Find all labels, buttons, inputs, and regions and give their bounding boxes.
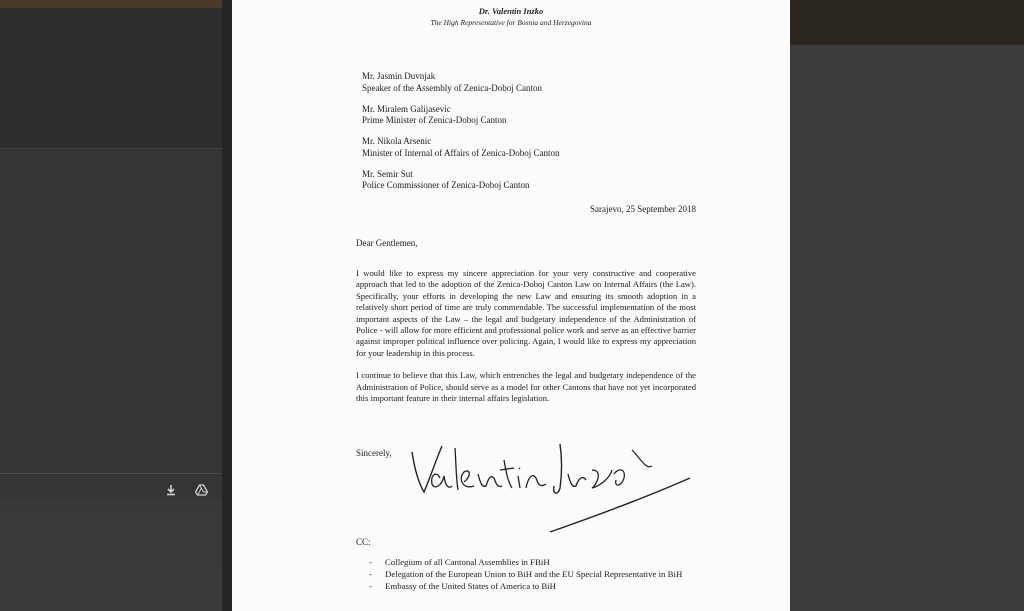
- letter-page: [232, 0, 790, 611]
- letter-date: Sarajevo, 25 September 2018: [590, 204, 696, 214]
- right-top-band: [790, 0, 1024, 45]
- recipient: [362, 136, 560, 159]
- recipient-role: Minister of Internal of Affairs of Zenica-Doboj Canton: [362, 147, 560, 158]
- letter-body: [356, 268, 696, 415]
- recipient-role: Police Commissioner of Zenica-Doboj Canton: [362, 180, 530, 190]
- recipient-name: Mr. Nikola Arsenic: [362, 136, 432, 146]
- letterhead: [232, 6, 790, 28]
- left-header-shade: [0, 8, 232, 148]
- cc-item: - Embassy of the United States of America to BiH: [369, 581, 729, 592]
- salutation: Dear Gentlemen,: [356, 238, 418, 248]
- body-paragraph: I continue to believe that this Law, which entrenches the legal and budgetary independence of the Administration of Police, should serve as a model for other Cantons that have not yet incorporated this important feature in their internal affairs legislation.: [356, 370, 696, 404]
- cc-item: - Collegium of all Cantonal Assemblies in FBiH: [369, 557, 729, 568]
- cc-item: - Delegation of the European Union to BiH and the EU Special Representative in BiH: [369, 569, 729, 580]
- left-panel: [0, 148, 232, 499]
- recipient-name: Mr. Miralem Galijasevic: [362, 103, 451, 114]
- closing: Sincerely,: [356, 448, 392, 458]
- recipient-name: Mr. Semir Sut: [362, 168, 413, 179]
- letterhead-name: Dr. Valentin Inzko: [478, 6, 544, 16]
- recipient-list: [362, 71, 560, 201]
- left-edge-shade: [222, 0, 232, 611]
- recipient-role: Prime Minister of Zenica-Doboj Canton: [362, 115, 507, 125]
- download-icon[interactable]: [164, 484, 178, 498]
- recipient-role: Speaker of the Assembly of Zenica-Doboj Canton: [362, 82, 542, 93]
- recipient: [362, 104, 560, 127]
- recipient-name: Mr. Jasmin Duvnjak: [362, 71, 436, 81]
- cc-label: CC:: [356, 537, 371, 547]
- body-paragraph: I would like to express my sincere appreciation for your very constructive and cooperative approach that led to the adoption of the Zenica-Doboj Canton Law on Internal Affairs (the Law). Specifically, your efforts in developing the new Law and ensuring its smooth adoption in a relatively short period of time are truly commendable. The successful implementation of the most important aspects of the Law – the legal and budgetary independence of the Administration of Police - will allow for more efficient and professional police work and serve as an effective barrier against improper political influence over policing. Again, I would like to express my appreciation for your leadership in this process.: [356, 268, 696, 358]
- left-top-band: [0, 0, 232, 8]
- recipient: [362, 169, 560, 192]
- left-background: [0, 0, 232, 611]
- right-background: [790, 0, 1024, 611]
- drive-icon[interactable]: [194, 484, 208, 498]
- letterhead-title: The High Representative for Bosnia and Herzegovina: [430, 18, 592, 27]
- right-panel: [790, 45, 1024, 611]
- cc-list: [369, 557, 729, 593]
- signature: [400, 430, 700, 540]
- left-divider: [0, 473, 232, 474]
- recipient: [362, 71, 560, 94]
